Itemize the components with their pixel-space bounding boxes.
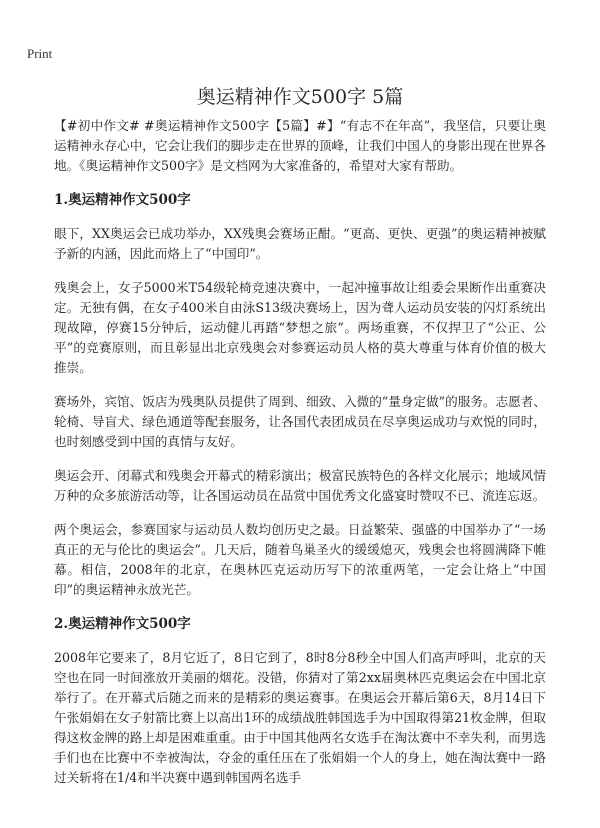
- print-link[interactable]: Print: [27, 46, 53, 61]
- section-1-paragraph-4: 奥运会开、闭幕式和残奥会开幕式的精彩演出；极富民族特色的各样文化展示；地域风情万种的众多旅游活动等，让各国运动员在品赏中国优秀文化盛宴时赞叹不已、流连忘返。: [54, 468, 546, 503]
- section-1-heading: 1.奥运精神作文500字: [54, 192, 191, 208]
- section-1-paragraph-2: 残奥会上，女子5000米T54级轮椅竞速决赛中，一起冲撞事故让组委会果断作出重赛决定。无独有偶，在女子400米自由泳S13级决赛场上，因为聋人运动员安装的闪灯系统出现故障，停赛15分钟后，运动健儿再踏“梦想之旅”。两场重赛，不仅捍卫了“公正、公平”的竞赛原则，而且彰显出北京残奥会对参赛运动员人格的莫大尊重与体育价值的极大推崇。: [54, 280, 546, 375]
- section-1-paragraph-1: 眼下，XX奥运会已成功举办，XX残奥会赛场正酣。“更高、更快、更强”的奥运精神被赋予新的内涵，因此而烙上了“中国印”。: [54, 226, 546, 261]
- section-1-paragraph-3: 赛场外，宾馆、饭店为残奥队员提供了周到、细致、入微的“量身定做”的服务。志愿者、轮椅、导盲犬、绿色通道等配套服务，让各国代表团成员在尽享奥运成功与欢悦的同时，也时刻感受到中国的真情与友好。: [54, 394, 546, 449]
- article-body: [54, 116, 546, 802]
- section-2-paragraph-1: 2008年它要来了，8月它近了，8日它到了，8时8分8秒全中国人们高声呼叫，北京的天空也在同一时间涨放开美丽的烟花。没错，你猜对了第2xx届奥林匹克奥运会在中国北京举行了。在开幕式后随之而来的是精彩的奥运赛事。在奥运会开幕后第6天，8月14日下午张娟娟在女子射箭比赛上以高出1环的成绩战胜韩国选手为中国取得第21枚金牌，但取得这枚金牌的路上却是困难重重。由于中国其他两名女选手在淘汰赛中不幸失利，而男选手们也在比赛中不幸被淘汰，夺金的重任压在了张娟娟一个人的身上，她在淘汰赛中一路过关斩将在1/4和半决赛中遇到韩国两名选手: [54, 650, 546, 785]
- section-2-heading: 2.奥运精神作文500字: [54, 616, 191, 632]
- page-title: 奥运精神作文500字 5篇: [196, 86, 404, 108]
- section-1-paragraph-5: 两个奥运会，参赛国家与运动员人数均创历史之最。日益繁荣、强盛的中国举办了“一场真正的无与伦比的奥运会”。几天后，随着鸟巢圣火的缓缓熄灭，残奥会也将圆满降下帷幕。相信，2008年的北京，在奥林匹克运动历写下的浓重两笔，一定会让烙上“中国印”的奥运精神永放光芒。: [54, 522, 546, 597]
- intro-paragraph: 【#初中作文# #奥运精神作文500字【5篇】#】“有志不在年高”，我坚信，只要让奥运精神永存心中，它会让我们的脚步走在世界的顶峰，让我们中国人的身影出现在世界各地。《奥运精神作文500字》是文档网为大家准备的，希望对大家有帮助。: [54, 118, 546, 173]
